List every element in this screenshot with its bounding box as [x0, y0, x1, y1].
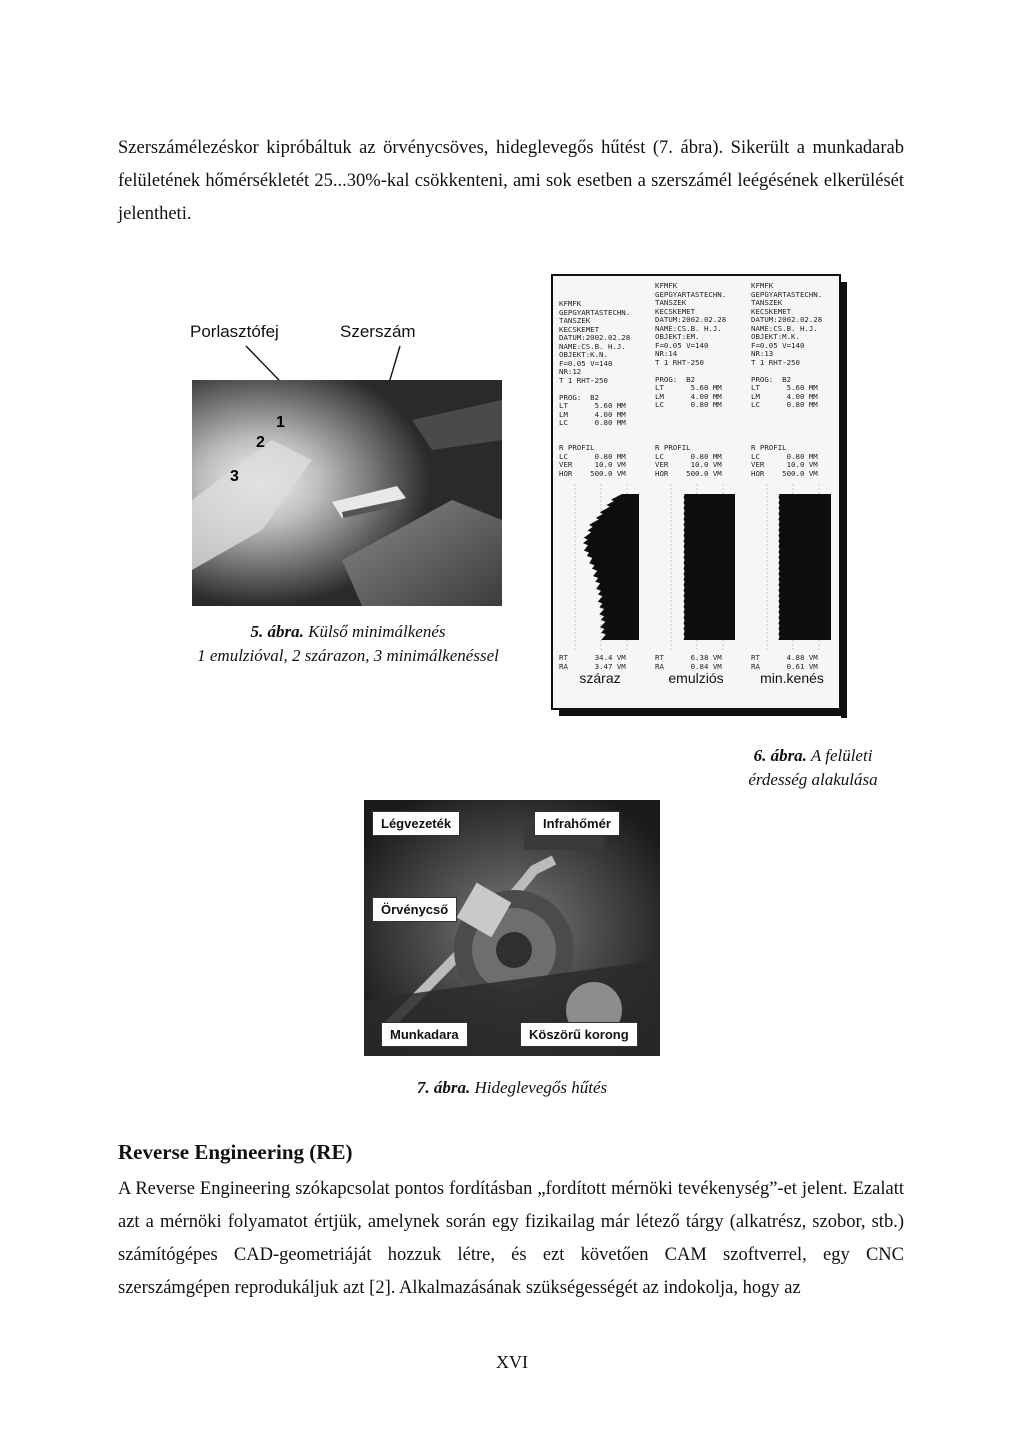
marker-3: 3 — [230, 468, 239, 485]
figure-6-caption — [738, 744, 888, 792]
reverse-engineering-paragraph: A Reverse Engineering szókapcsolat pontos fordításban „fordított mérnöki tevékenység”-et jelent. Ezalatt azt a mérnöki folyamatot értjük, amelynek során egy fizikailag már létező tárgy (alkatrész, szobor, stb.) számítógépes CAD-geometriáját hozzuk létre, és ezt követően CAM szoftverrel, egy CNC szerszámgépen reprodukáljuk azt [2]. Alkalmazásának szükségességét az indokolja, hogy az — [118, 1179, 904, 1298]
marker-2: 2 — [256, 434, 265, 451]
column-name: emulziós — [668, 670, 724, 686]
figure-5-caption — [180, 620, 516, 668]
figure-7-photo — [364, 800, 660, 1056]
page-number: XVI — [496, 1352, 528, 1372]
roughness-profile-graph — [561, 484, 643, 650]
printout-column-emulzios — [649, 276, 743, 708]
label-munkadara: Munkadara — [381, 1022, 468, 1047]
label-koszoru-korong: Köszörű korong — [520, 1022, 638, 1047]
printout-header: KFMFK GEPGYARTASTECHN. TANSZEK KECSKEMET DATUM:2002.02.28 NAME:CS.B. H.J. OBJEKT:EM. F=0.05 V=140 NR:14 T 1 RHT-250 PROG: B2 LT 5.60 MM LM 4.00 MM LC 0.80 MM — [655, 281, 727, 409]
roughness-profile-graph — [657, 484, 739, 650]
printout-header: KFMFK GEPGYARTASTECHN. TANSZEK KECSKEMET DATUM:2002.02.28 NAME:CS.B. H.J. OBJEKT:M.K. F=0.05 V=140 NR:13 T 1 RHT-250 PROG: B2 LT 5.60 MM LM 4.00 MM LC 0.80 MM — [751, 281, 823, 409]
printout-shadow-right — [841, 282, 847, 718]
printout-profile-settings: R PROFIL LC 0.80 MM VER 10.0 VM HOR 500.0 VM — [655, 443, 722, 478]
printout-results: RT 6.38 VM RA 0.84 VM — [655, 653, 722, 671]
figure-7-caption-number: 7. ábra. — [416, 1078, 471, 1097]
roughness-profile-trace — [779, 494, 832, 640]
figure-5-leader-lines — [0, 0, 1024, 420]
label-orvenycso: Örvénycső — [372, 897, 457, 922]
label-szerszam: Szerszám — [340, 322, 416, 341]
label-porlasztofej: Porlasztófej — [190, 322, 279, 341]
intro-paragraph: Szerszámélezéskor kipróbáltuk az örvénycsöves, hideglevegős hűtést (7. ábra). Sikerült a munkadarab felületének hőmérsékletét 25...30%-kal csökkenteni, ami sok esetben a szerszámél leégésének elkerülését jelentheti. — [118, 138, 904, 224]
printout-results: RT 4.88 VM RA 0.61 VM — [751, 653, 818, 671]
marker-1: 1 — [276, 414, 285, 431]
printout-profile-settings: R PROFIL LC 0.80 MM VER 10.0 VM HOR 500.0 VM — [751, 443, 818, 478]
column-name: száraz — [579, 670, 621, 686]
lubrication-photo-image — [192, 380, 502, 606]
roughness-profile-trace — [684, 494, 735, 640]
figure-6-caption-title: A felületi érdesség alakulása — [748, 746, 878, 789]
figure-5-photo — [192, 380, 502, 606]
figure-5-caption-number: 5. ábra. — [250, 622, 304, 641]
printout-column-szaraz — [553, 276, 647, 708]
figure-7-caption-title: Hideglevegős hűtés — [474, 1078, 608, 1097]
figure-6-caption-number: 6. ábra. — [753, 746, 807, 765]
cooling-photo-image — [364, 800, 660, 1056]
printout-results: RT 34.4 VM RA 3.47 VM — [559, 653, 626, 671]
label-legvezetek: Légvezeték — [372, 811, 460, 836]
roughness-printout — [551, 274, 841, 710]
label-infrahomer: Infrahőmér — [534, 811, 620, 836]
figure-7-caption — [364, 1076, 660, 1100]
figure-5-caption-title: Külső minimálkenés — [308, 622, 446, 641]
roughness-profile-trace — [583, 494, 639, 640]
printout-column-minkenes — [745, 276, 839, 708]
figure-5-caption-line2: 1 emulzióval, 2 szárazon, 3 minimálkenéssel — [197, 646, 499, 665]
section-heading: Reverse Engineering (RE) — [118, 1140, 353, 1164]
printout-header: KFMFK GEPGYARTASTECHN. TANSZEK KECSKEMET DATUM:2002.02.28 NAME:CS.B. H.J. OBJEKT:K.N. F=0.05 V=140 NR:12 T 1 RHT-250 PROG: B2 LT 5.60 MM LM 4.00 MM LC 0.80 MM — [559, 299, 631, 427]
roughness-profile-graph — [753, 484, 835, 650]
figure-5-caption-line1 — [180, 620, 516, 644]
column-name: min.kenés — [760, 670, 824, 686]
printout-profile-settings: R PROFIL LC 0.80 MM VER 10.0 VM HOR 500.0 VM — [559, 443, 626, 478]
